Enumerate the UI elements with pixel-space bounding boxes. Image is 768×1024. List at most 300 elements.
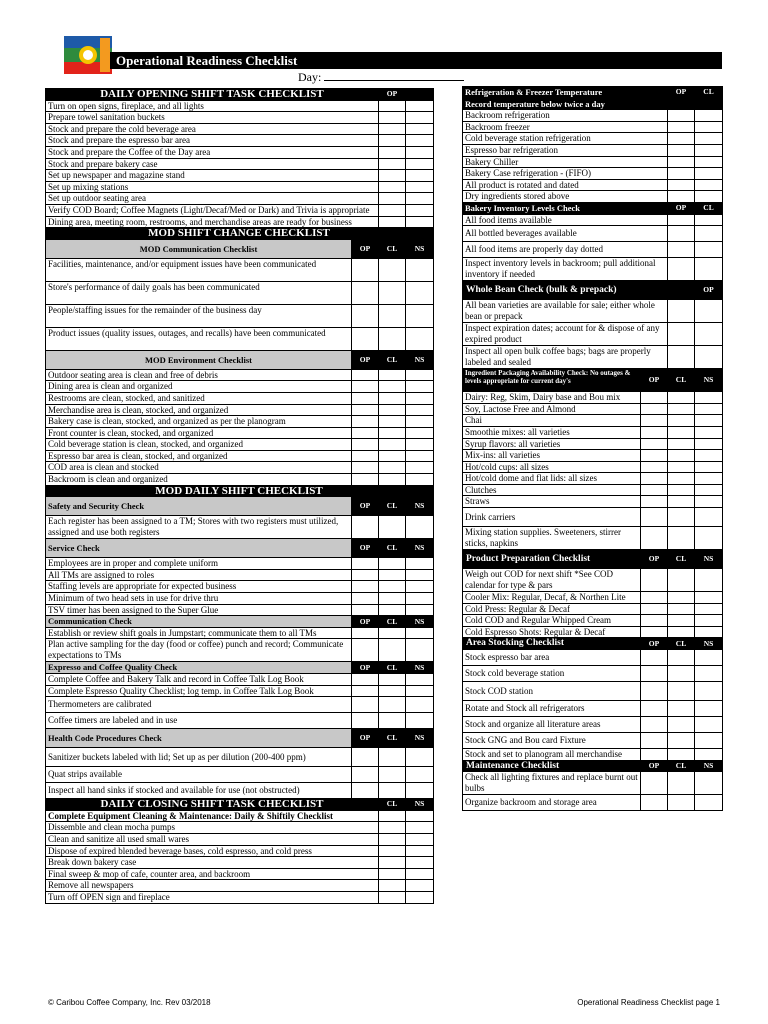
checkbox-cell[interactable] (695, 473, 722, 484)
checkbox-cell[interactable] (641, 627, 668, 638)
checkbox-cell[interactable] (668, 392, 695, 403)
checkbox-cell[interactable] (668, 772, 695, 794)
checkbox-cell[interactable] (352, 516, 379, 538)
checkbox-cell[interactable] (695, 439, 722, 450)
checkbox-cell[interactable] (406, 305, 433, 327)
checkbox-cell[interactable] (641, 717, 668, 732)
task-label: Backroom refrigeration (463, 110, 668, 121)
checkbox-cell[interactable] (668, 496, 695, 507)
checkbox-cell[interactable] (668, 215, 695, 226)
checkbox-cell[interactable] (406, 170, 433, 181)
checkbox-cell[interactable] (695, 404, 722, 415)
checklist-row (463, 462, 722, 474)
checkbox-cell[interactable] (695, 145, 722, 156)
checkbox-cell[interactable] (695, 122, 722, 133)
checkbox-cell[interactable] (406, 393, 433, 404)
checkbox-cell[interactable] (695, 527, 722, 549)
checkbox-cell[interactable] (641, 450, 668, 461)
checkbox-cell[interactable] (668, 717, 695, 732)
checkbox-cell[interactable] (379, 205, 406, 216)
task-label: Set up mixing stations (46, 182, 379, 193)
checkbox-cell[interactable] (695, 133, 722, 144)
checkbox-cell[interactable] (668, 473, 695, 484)
task-label: Bakery Chiller (463, 157, 668, 168)
checkbox-cell[interactable] (406, 767, 433, 782)
section-title: Bakery Inventory Levels Check (463, 203, 668, 214)
task-label: Inspect expiration dates; account for & dispose of any expired product (463, 323, 668, 345)
checkbox-cell[interactable] (352, 767, 379, 782)
checkbox-cell[interactable] (352, 713, 379, 728)
checkbox-cell[interactable] (379, 328, 406, 350)
checkbox-cell[interactable] (406, 783, 433, 798)
column-header: NS (414, 799, 425, 809)
task-label: Set up newspaper and magazine stand (46, 170, 379, 181)
checkbox-cell[interactable] (352, 305, 379, 327)
checkbox-cell[interactable] (406, 112, 433, 123)
checkbox-cell[interactable] (668, 226, 695, 241)
checkbox-cell[interactable] (641, 795, 668, 810)
checkbox-cell[interactable] (379, 124, 406, 135)
checkbox-cell[interactable] (352, 428, 379, 439)
checkbox-cell[interactable] (695, 666, 722, 681)
checkbox-cell[interactable] (406, 605, 433, 616)
checkbox-cell[interactable] (379, 628, 406, 639)
checkbox-cell[interactable] (379, 159, 406, 170)
section-title: Whole Bean Check (bulk & prepack) (463, 281, 668, 299)
checkbox-cell[interactable] (641, 485, 668, 496)
checkbox-cell[interactable] (641, 473, 668, 484)
checkbox-cell[interactable] (406, 439, 433, 450)
checkbox-cell[interactable] (379, 892, 406, 903)
checkbox-cell[interactable] (406, 428, 433, 439)
checkbox-cell[interactable] (641, 733, 668, 748)
checkbox-cell[interactable] (352, 605, 379, 616)
checklist-row (463, 772, 722, 795)
checkbox-cell[interactable] (379, 135, 406, 146)
checkbox-cell[interactable] (695, 323, 722, 345)
checkbox-cell[interactable] (379, 381, 406, 392)
checkbox-cell[interactable] (668, 191, 695, 202)
checkbox-cell[interactable] (695, 592, 722, 603)
checkbox-cell[interactable] (695, 717, 722, 732)
checkbox-cell[interactable] (406, 558, 433, 569)
checkbox-cell[interactable] (352, 451, 379, 462)
checkbox-cell[interactable] (379, 697, 406, 712)
checkbox-cell[interactable] (668, 439, 695, 450)
checkbox-cell[interactable] (668, 508, 695, 526)
checkbox-cell[interactable] (695, 650, 722, 665)
checkbox-cell[interactable] (379, 674, 406, 685)
section-title: Refrigeration & Freezer Temperature (463, 87, 668, 98)
checkbox-cell[interactable] (695, 226, 722, 241)
column-header: OP (703, 285, 714, 295)
checklist-row (463, 450, 722, 462)
checkbox-cell[interactable] (668, 346, 695, 368)
checkbox-cell[interactable] (695, 215, 722, 226)
checkbox-cell[interactable] (406, 474, 433, 485)
checkbox-cell[interactable] (695, 300, 722, 322)
task-label: Employees are in proper and complete uniform (46, 558, 352, 569)
checkbox-cell[interactable] (352, 558, 379, 569)
checkbox-cell[interactable] (695, 569, 722, 591)
task-label: Complete Equipment Cleaning & Maintenance: Daily & Shiftily Checklist (46, 811, 379, 822)
checkbox-cell[interactable] (379, 462, 406, 473)
checkbox-cell[interactable] (379, 783, 406, 798)
checkbox-cell[interactable] (695, 392, 722, 403)
checkbox-cell[interactable] (379, 393, 406, 404)
checkbox-cell[interactable] (695, 604, 722, 615)
column-header: CL (703, 203, 714, 213)
checkbox-cell[interactable] (668, 795, 695, 810)
checkbox-cell[interactable] (379, 217, 406, 228)
checkbox-cell[interactable] (406, 370, 433, 381)
checkbox-cell[interactable] (406, 147, 433, 158)
checkbox-cell[interactable] (406, 697, 433, 712)
day-field[interactable] (298, 71, 464, 84)
checklist-row (46, 328, 433, 351)
checkbox-cell[interactable] (379, 101, 406, 112)
checkbox-cell[interactable] (379, 869, 406, 880)
checklist-row (46, 370, 433, 382)
section-title: MOD Environment Checklist (46, 351, 352, 369)
section-title: Maintenance Checklist (463, 761, 641, 772)
checkbox-cell[interactable] (406, 869, 433, 880)
checkbox-cell[interactable] (379, 713, 406, 728)
checkbox-cell[interactable] (641, 604, 668, 615)
checkbox-cell[interactable] (668, 527, 695, 549)
checkbox-cell[interactable] (641, 527, 668, 549)
checkbox-cell[interactable] (695, 168, 722, 179)
column-header: OP (641, 369, 668, 391)
checkbox-cell[interactable] (352, 686, 379, 697)
checkbox-cell[interactable] (352, 462, 379, 473)
checkbox-cell[interactable] (352, 370, 379, 381)
checkbox-cell[interactable] (406, 101, 433, 112)
checkbox-cell[interactable] (668, 145, 695, 156)
task-label: Remove all newspapers (46, 880, 379, 891)
checkbox-cell[interactable] (352, 328, 379, 350)
checkbox-cell[interactable] (379, 405, 406, 416)
task-label: COD area is clean and stocked (46, 462, 352, 473)
checkbox-cell[interactable] (379, 305, 406, 327)
checkbox-cell[interactable] (695, 462, 722, 473)
checkbox-cell[interactable] (695, 242, 722, 257)
checklist-row (463, 733, 722, 749)
checkbox-cell[interactable] (641, 615, 668, 626)
section-title: Expresso and Coffee Quality Check (46, 662, 352, 673)
checkbox-cell[interactable] (406, 416, 433, 427)
checkbox-cell[interactable] (379, 846, 406, 857)
checkbox-cell[interactable] (695, 496, 722, 507)
checkbox-cell[interactable] (695, 508, 722, 526)
checklist-row (46, 748, 433, 767)
checkbox-cell[interactable] (379, 170, 406, 181)
checkbox-cell[interactable] (406, 205, 433, 216)
checkbox-cell[interactable] (379, 474, 406, 485)
section-header (463, 761, 722, 773)
checkbox-cell[interactable] (352, 674, 379, 685)
checkbox-cell[interactable] (695, 701, 722, 716)
checklist-row (46, 846, 433, 858)
day-input-line[interactable] (324, 71, 464, 81)
checkbox-cell[interactable] (668, 180, 695, 191)
checkbox-cell[interactable] (352, 259, 379, 281)
checkbox-cell[interactable] (695, 733, 722, 748)
checkbox-cell[interactable] (379, 516, 406, 538)
checkbox-cell[interactable] (668, 615, 695, 626)
checkbox-cell[interactable] (668, 122, 695, 133)
checkbox-cell[interactable] (379, 428, 406, 439)
checkbox-cell[interactable] (406, 834, 433, 845)
checkbox-cell[interactable] (695, 450, 722, 461)
checkbox-cell[interactable] (641, 701, 668, 716)
checkbox-cell[interactable] (695, 157, 722, 168)
checkbox-cell[interactable] (352, 748, 379, 766)
checkbox-cell[interactable] (406, 846, 433, 857)
checkbox-cell[interactable] (695, 682, 722, 700)
checkbox-cell[interactable] (379, 439, 406, 450)
checkbox-cell[interactable] (379, 822, 406, 833)
checkbox-cell[interactable] (695, 110, 722, 121)
checkbox-cell[interactable] (379, 857, 406, 868)
checkbox-cell[interactable] (641, 682, 668, 700)
checkbox-cell[interactable] (668, 404, 695, 415)
checkbox-cell[interactable] (641, 508, 668, 526)
checkbox-cell[interactable] (406, 639, 433, 661)
checkbox-cell[interactable] (668, 258, 695, 280)
checkbox-cell[interactable] (641, 772, 668, 794)
checkbox-cell[interactable] (379, 370, 406, 381)
task-label: Inspect all hand sinks if stocked and available for use (not obstructed) (46, 783, 352, 798)
right-checklist-column (462, 86, 723, 811)
checkbox-cell[interactable] (406, 405, 433, 416)
checkbox-cell[interactable] (406, 217, 433, 228)
checkbox-cell[interactable] (406, 822, 433, 833)
checkbox-cell[interactable] (406, 686, 433, 697)
checkbox-cell[interactable] (379, 193, 406, 204)
checkbox-cell[interactable] (641, 592, 668, 603)
checkbox-cell[interactable] (406, 159, 433, 170)
column-header: OP (352, 616, 379, 627)
checkbox-cell[interactable] (379, 259, 406, 281)
checkbox-cell[interactable] (695, 99, 722, 110)
task-label: Quat strips available (46, 767, 352, 782)
checkbox-cell[interactable] (406, 811, 433, 822)
checkbox-cell[interactable] (352, 628, 379, 639)
checkbox-cell[interactable] (406, 124, 433, 135)
checkbox-cell[interactable] (406, 259, 433, 281)
checkbox-cell[interactable] (406, 462, 433, 473)
checklist-row (46, 869, 433, 881)
checkbox-cell[interactable] (352, 405, 379, 416)
section-header (463, 369, 722, 392)
checkbox-cell[interactable] (406, 748, 433, 766)
checkbox-cell[interactable] (352, 439, 379, 450)
checkbox-cell[interactable] (641, 439, 668, 450)
checkbox-cell[interactable] (668, 323, 695, 345)
task-label: Inspect inventory levels in backroom; pull additional inventory if needed (463, 258, 668, 280)
checkbox-cell[interactable] (641, 666, 668, 681)
column-header: CL (668, 369, 695, 391)
checkbox-cell[interactable] (641, 650, 668, 665)
checkbox-cell[interactable] (352, 282, 379, 304)
checkbox-cell[interactable] (668, 110, 695, 121)
checkbox-cell[interactable] (352, 393, 379, 404)
checklist-row (46, 892, 433, 904)
checkbox-cell[interactable] (406, 674, 433, 685)
checkbox-cell[interactable] (406, 328, 433, 350)
checkbox-cell[interactable] (695, 258, 722, 280)
task-label: Store's performance of daily goals has been communicated (46, 282, 352, 304)
task-label: Staffing levels are appropriate for expected business (46, 581, 352, 592)
checkbox-cell[interactable] (406, 892, 433, 903)
checkbox-cell[interactable] (695, 427, 722, 438)
checkbox-cell[interactable] (379, 686, 406, 697)
checkbox-cell[interactable] (406, 182, 433, 193)
checklist-row (46, 170, 433, 182)
checkbox-cell[interactable] (695, 180, 722, 191)
checkbox-cell[interactable] (668, 168, 695, 179)
checkbox-cell[interactable] (668, 569, 695, 591)
checkbox-cell[interactable] (379, 558, 406, 569)
checkbox-cell[interactable] (379, 811, 406, 822)
checkbox-cell[interactable] (379, 639, 406, 661)
checkbox-cell[interactable] (406, 570, 433, 581)
checkbox-cell[interactable] (406, 593, 433, 604)
checkbox-cell[interactable] (668, 733, 695, 748)
checklist-row (463, 99, 722, 111)
checkbox-cell[interactable] (668, 604, 695, 615)
checkbox-cell[interactable] (406, 516, 433, 538)
checkbox-cell[interactable] (352, 381, 379, 392)
checkbox-cell[interactable] (668, 749, 695, 760)
checkbox-cell[interactable] (641, 427, 668, 438)
checkbox-cell[interactable] (352, 697, 379, 712)
checkbox-cell[interactable] (668, 592, 695, 603)
checklist-row (46, 811, 433, 823)
checkbox-cell[interactable] (641, 569, 668, 591)
checklist-row (46, 416, 433, 428)
checkbox-cell[interactable] (379, 581, 406, 592)
checkbox-cell[interactable] (379, 880, 406, 891)
checkbox-cell[interactable] (406, 857, 433, 868)
checkbox-cell[interactable] (695, 485, 722, 496)
checkbox-cell[interactable] (352, 416, 379, 427)
checkbox-cell[interactable] (352, 593, 379, 604)
section-header (46, 616, 433, 628)
checkbox-cell[interactable] (379, 834, 406, 845)
checkbox-cell[interactable] (406, 451, 433, 462)
checkbox-cell[interactable] (641, 392, 668, 403)
checkbox-cell[interactable] (668, 682, 695, 700)
checkbox-cell[interactable] (379, 767, 406, 782)
checkbox-cell[interactable] (668, 242, 695, 257)
checkbox-cell[interactable] (379, 593, 406, 604)
checklist-row (46, 880, 433, 892)
checklist-row (46, 581, 433, 593)
checkbox-cell[interactable] (406, 282, 433, 304)
checkbox-cell[interactable] (379, 416, 406, 427)
checkbox-cell[interactable] (668, 627, 695, 638)
column-header: NS (406, 539, 433, 557)
task-label: Cold Espresso Shots: Regular & Decaf (463, 627, 641, 638)
checkbox-cell[interactable] (379, 282, 406, 304)
task-label: Clutches (463, 485, 641, 496)
section-header (463, 638, 722, 650)
checkbox-cell[interactable] (695, 191, 722, 202)
checklist-row (463, 749, 722, 761)
checkbox-cell[interactable] (668, 427, 695, 438)
checkbox-cell[interactable] (668, 300, 695, 322)
task-label: Set up outdoor seating area (46, 193, 379, 204)
checkbox-cell[interactable] (641, 496, 668, 507)
checkbox-cell[interactable] (695, 346, 722, 368)
checklist-row (463, 110, 722, 122)
task-label: Stock cold beverage station (463, 666, 641, 681)
checkbox-cell[interactable] (695, 615, 722, 626)
checkbox-cell[interactable] (379, 112, 406, 123)
checkbox-cell[interactable] (406, 628, 433, 639)
checkbox-cell[interactable] (668, 415, 695, 426)
task-label: Rotate and Stock all refrigerators (463, 701, 641, 716)
checkbox-cell[interactable] (352, 783, 379, 798)
checkbox-cell[interactable] (668, 133, 695, 144)
checkbox-cell[interactable] (641, 415, 668, 426)
checkbox-cell[interactable] (668, 157, 695, 168)
checkbox-cell[interactable] (352, 474, 379, 485)
checkbox-cell[interactable] (668, 701, 695, 716)
checklist-row (46, 822, 433, 834)
checkbox-cell[interactable] (379, 147, 406, 158)
section-header (463, 550, 722, 569)
checkbox-cell[interactable] (379, 605, 406, 616)
task-label: Facilities, maintenance, and/or equipment issues have been communicated (46, 259, 352, 281)
checkbox-cell[interactable] (695, 415, 722, 426)
checkbox-cell[interactable] (379, 570, 406, 581)
checkbox-cell[interactable] (668, 666, 695, 681)
task-label: Cooler Mix: Regular, Decaf, & Northen Lite (463, 592, 641, 603)
checkbox-cell[interactable] (668, 462, 695, 473)
checkbox-cell[interactable] (352, 639, 379, 661)
checkbox-cell[interactable] (379, 451, 406, 462)
column-header: OP (641, 761, 668, 772)
checkbox-cell[interactable] (406, 581, 433, 592)
checkbox-cell[interactable] (379, 182, 406, 193)
section-header (463, 281, 722, 300)
task-label: All product is rotated and dated (463, 180, 668, 191)
checkbox-cell[interactable] (668, 99, 695, 110)
task-label: Dry ingredients stored above (463, 191, 668, 202)
checkbox-cell[interactable] (352, 570, 379, 581)
checkbox-cell[interactable] (406, 381, 433, 392)
checkbox-cell[interactable] (379, 748, 406, 766)
checkbox-cell[interactable] (352, 581, 379, 592)
checkbox-cell[interactable] (406, 135, 433, 146)
checkbox-cell[interactable] (695, 627, 722, 638)
checkbox-cell[interactable] (406, 713, 433, 728)
checkbox-cell[interactable] (668, 650, 695, 665)
checkbox-cell[interactable] (641, 404, 668, 415)
checkbox-cell[interactable] (668, 450, 695, 461)
checkbox-cell[interactable] (695, 795, 722, 810)
checkbox-cell[interactable] (406, 880, 433, 891)
checkbox-cell[interactable] (641, 462, 668, 473)
checkbox-cell[interactable] (668, 485, 695, 496)
checkbox-cell[interactable] (695, 749, 722, 760)
checkbox-cell[interactable] (641, 749, 668, 760)
checkbox-cell[interactable] (695, 772, 722, 794)
checkbox-cell[interactable] (406, 193, 433, 204)
